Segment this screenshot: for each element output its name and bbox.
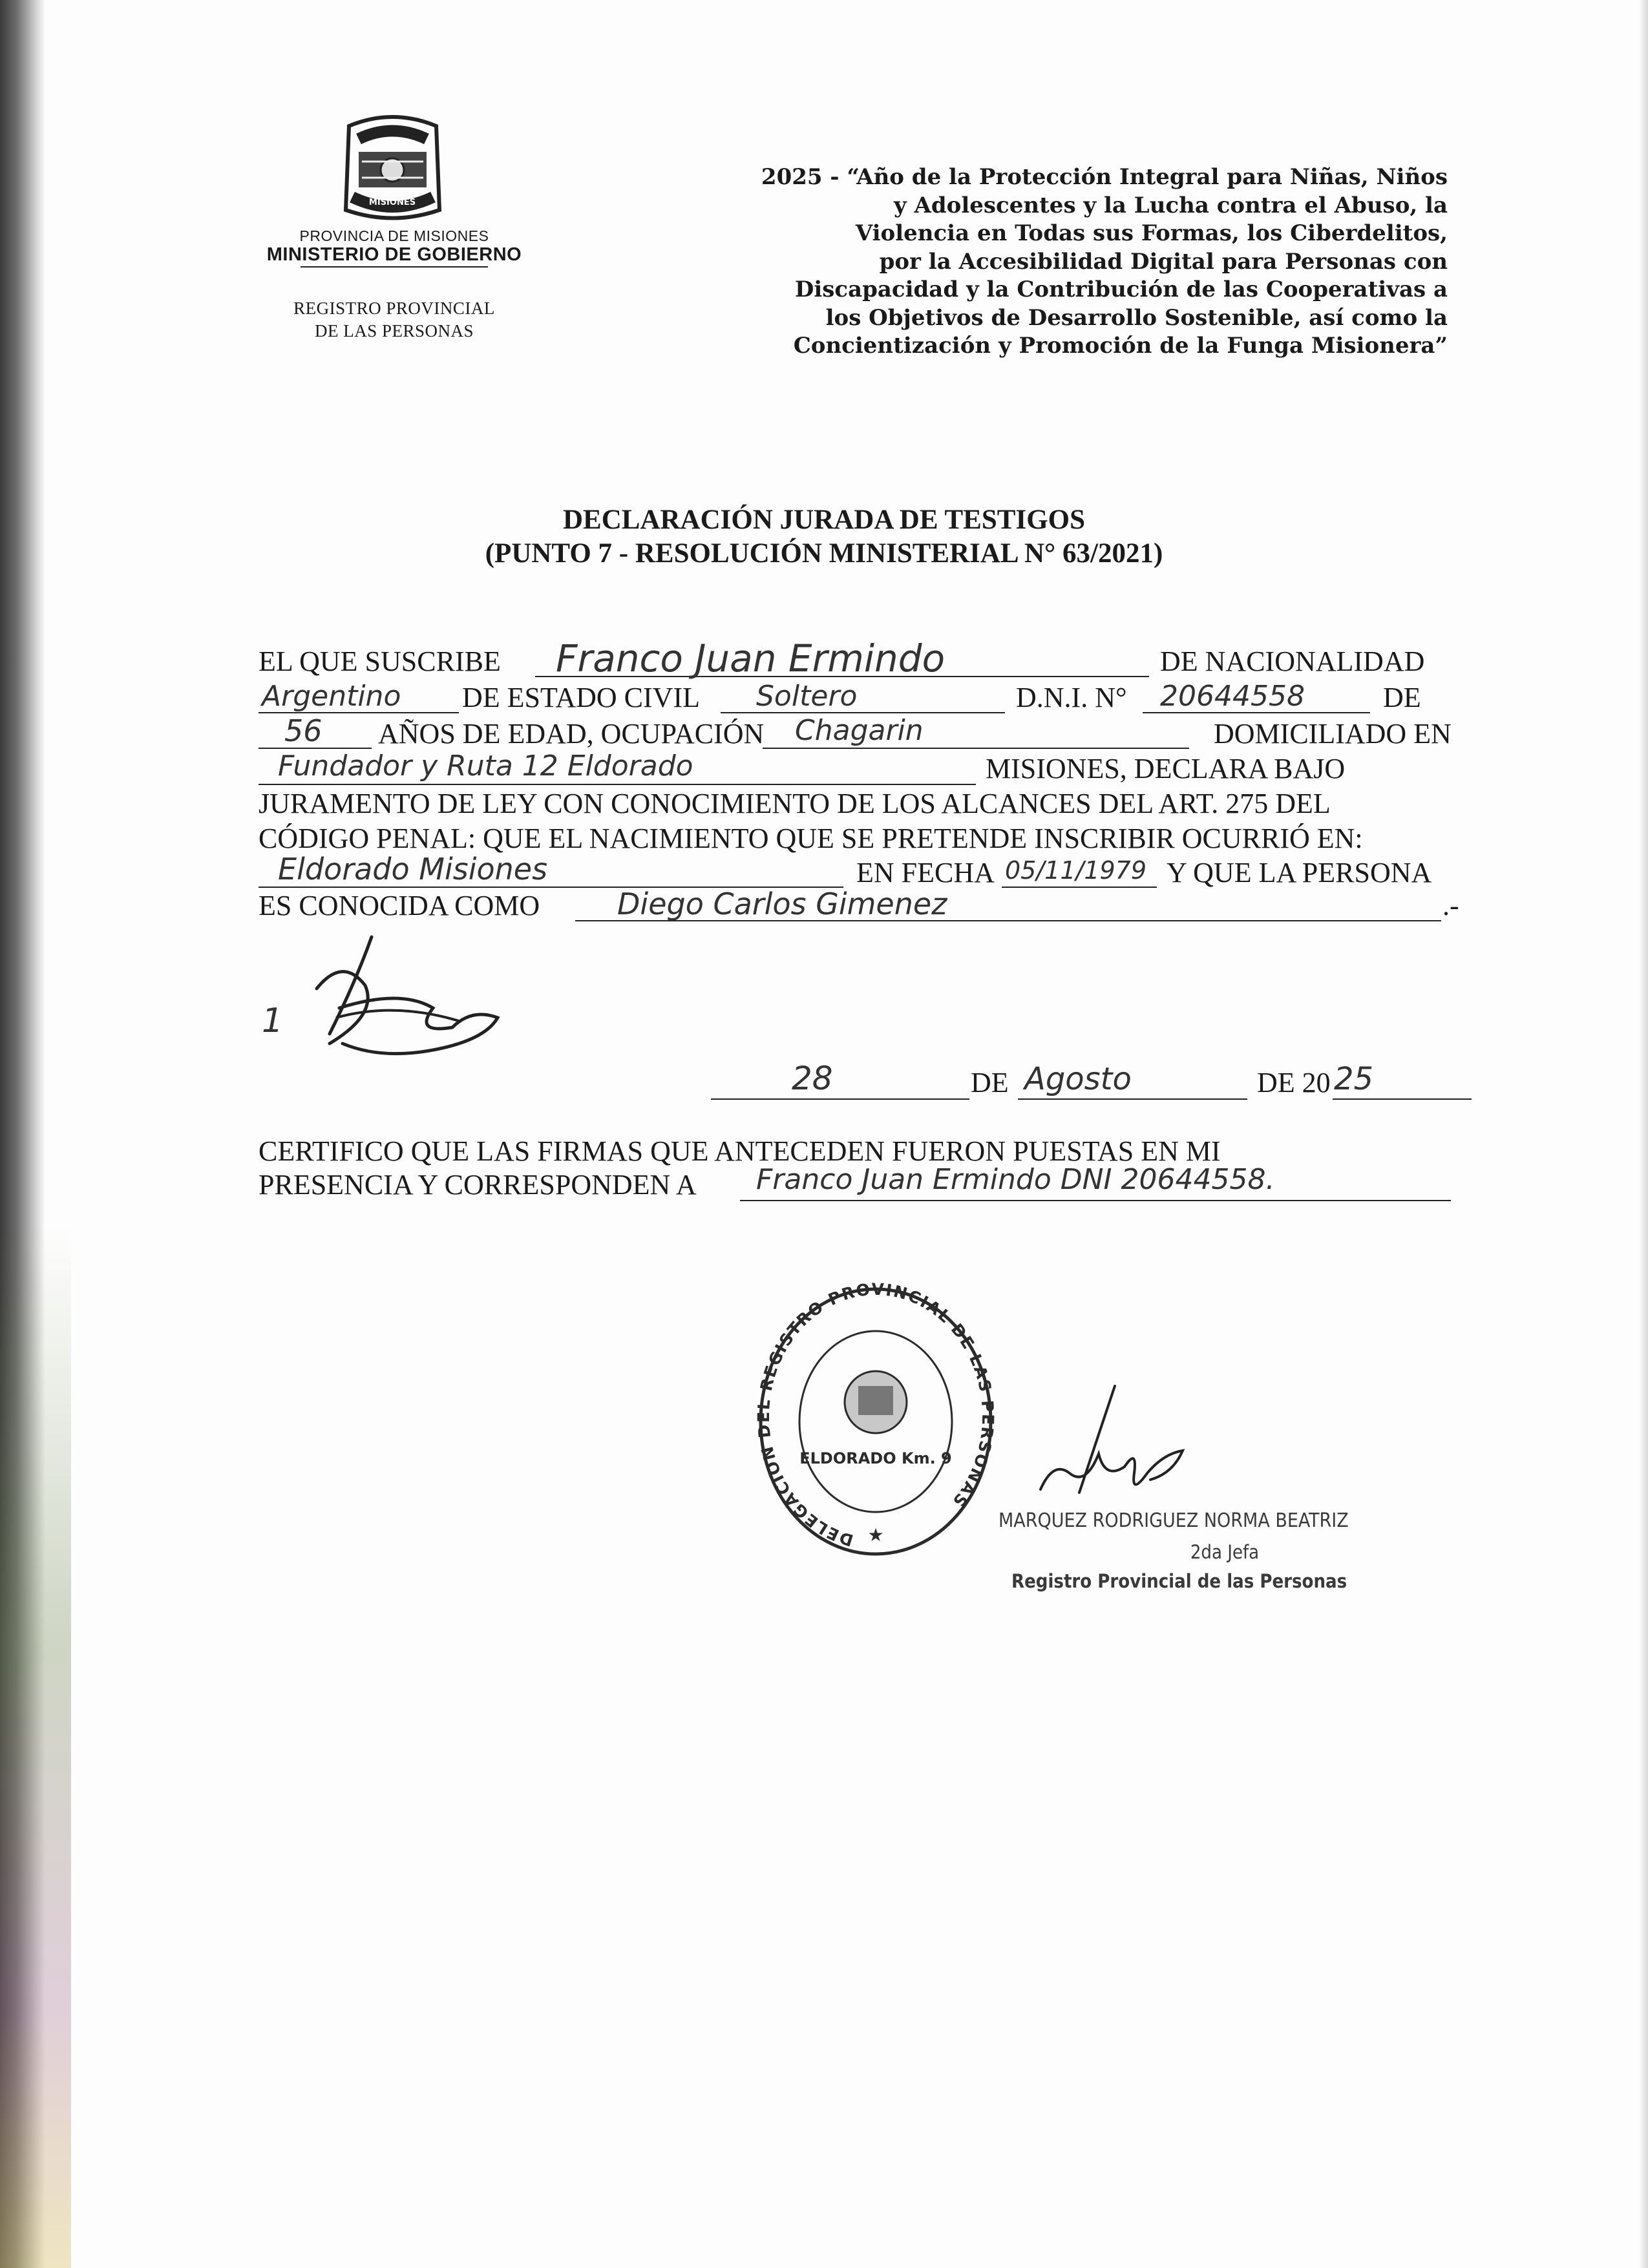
motto-line: Concientización y Promoción de la Funga Misionera”	[793, 333, 1448, 359]
svg-text:★: ★	[867, 1526, 884, 1546]
label-dni: D.N.I. N°	[1016, 682, 1127, 713]
label-en-fecha: EN FECHA	[856, 857, 995, 888]
province-name: PROVINCIA DE MISIONES	[299, 227, 489, 244]
label-es-conocida-como: ES CONOCIDA COMO	[259, 890, 540, 921]
motto-line: los Objetivos de Desarrollo Sostenible, así como la	[825, 304, 1448, 331]
stamp-ring-text: DELEGACION DEL REGISTRO PROVINCIAL DE LAS PERSONAS	[754, 1279, 998, 1550]
official-stamp	[753, 1279, 998, 1570]
handwritten-name: Franco Juan Ermindo	[556, 636, 945, 680]
witness-signature	[304, 930, 517, 1073]
scan-shadow-right	[1639, 0, 1648, 2268]
handwritten-day: 28	[792, 1060, 833, 1097]
label-de-estado-civil: DE ESTADO CIVIL	[462, 682, 700, 713]
end-mark: .-	[1442, 890, 1459, 921]
scan-color-artifact	[0, 1228, 71, 2268]
motto-line: y Adolescentes y la Lucha contra el Abuso, la	[893, 192, 1448, 218]
text-juramento: JURAMENTO DE LEY CON CONOCIMIENTO DE LOS ALCANCES DEL ART. 275 DEL	[259, 788, 1331, 819]
official-office: Registro Provincial de las Personas	[1011, 1570, 1347, 1592]
motto-line: Discapacidad y la Contribución de las Cooperativas a	[794, 277, 1448, 302]
handwritten-certified-person: Franco Juan Ermindo DNI 20644558.	[756, 1163, 1275, 1196]
handwritten-address: Fundador y Ruta 12 Eldorado	[278, 750, 693, 782]
official-signature	[1008, 1376, 1202, 1512]
label-de: DE	[1383, 682, 1421, 713]
witness-mark: 1	[262, 1002, 284, 1040]
day-field-line	[711, 1098, 969, 1100]
handwritten-year: 25	[1334, 1061, 1374, 1097]
registry-line-2: DE LAS PERSONAS	[314, 321, 474, 341]
text-certifico-1: CERTIFICO QUE LAS FIRMAS QUE ANTECEDEN FUERON PUESTAS EN MI	[259, 1135, 1221, 1167]
handwritten-known-as: Diego Carlos Gimenez	[617, 887, 947, 921]
handwritten-nationality: Argentino	[262, 680, 401, 713]
province-crest-logo	[336, 113, 449, 226]
handwritten-dni: 20644558	[1160, 680, 1305, 713]
registry-line-1: REGISTRO PROVINCIAL	[293, 299, 495, 318]
address-field-line	[259, 784, 976, 785]
label-domiciliado-en: DOMICILIADO EN	[1214, 718, 1452, 750]
label-misiones-declara: MISIONES, DECLARA BAJO	[986, 753, 1346, 784]
label-el-que-suscribe: EL QUE SUSCRIBE	[259, 646, 501, 677]
stamp-graphic	[753, 1279, 998, 1570]
svg-text:MISIONES: MISIONES	[368, 198, 416, 207]
occupation-field-line	[763, 748, 1189, 749]
motto-line: 2025 - “Año de la Protección Integral para Niñas, Niños	[761, 164, 1448, 190]
handwritten-age: 56	[284, 713, 322, 748]
official-name: MARQUEZ RODRIGUEZ NORMA BEATRIZ	[998, 1509, 1349, 1532]
month-field-line	[1018, 1098, 1247, 1100]
handwritten-birth-place: Eldorado Misiones	[278, 852, 548, 887]
ministry-underline	[301, 266, 488, 268]
ministry-name: MINISTERIO DE GOBIERNO	[266, 244, 522, 265]
handwritten-occupation: Chagarin	[795, 714, 924, 747]
year-field-line	[1333, 1098, 1472, 1100]
label-anos-ocupacion: AÑOS DE EDAD, OCUPACIÓN	[378, 718, 765, 750]
label-date-de-2: DE 20	[1257, 1067, 1331, 1098]
label-y-que-la-persona: Y QUE LA PERSONA	[1167, 857, 1432, 888]
handwritten-birth-date: 05/11/1979	[1005, 856, 1147, 885]
official-role: 2da Jefa	[1190, 1541, 1260, 1563]
label-de-nacionalidad: DE NACIONALIDAD	[1160, 646, 1425, 677]
document-subtitle: (PUNTO 7 - RESOLUCIÓN MINISTERIAL N° 63/2021)	[485, 538, 1163, 569]
handwritten-month: Agosto	[1024, 1061, 1132, 1097]
motto-line: por la Accesibilidad Digital para Personas con	[879, 248, 1448, 275]
motto-line: Violencia en Todas sus Formas, los Ciberdelitos,	[855, 220, 1448, 246]
text-codigo-penal: CÓDIGO PENAL: QUE EL NACIMIENTO QUE SE PRETENDE INSCRIBIR OCURRIÓ EN:	[259, 823, 1363, 854]
label-date-de-1: DE	[971, 1067, 1009, 1098]
year-motto	[672, 163, 1448, 361]
stamp-inner-text: ELDORADO Km. 9	[799, 1449, 952, 1467]
handwritten-civil-status: Soltero	[756, 680, 858, 713]
text-certifico-2: PRESENCIA Y CORRESPONDEN A	[259, 1169, 697, 1201]
certified-person-field-line	[740, 1200, 1451, 1201]
birth-date-field-line	[1002, 887, 1157, 888]
document-title: DECLARACIÓN JURADA DE TESTIGOS	[562, 505, 1085, 535]
